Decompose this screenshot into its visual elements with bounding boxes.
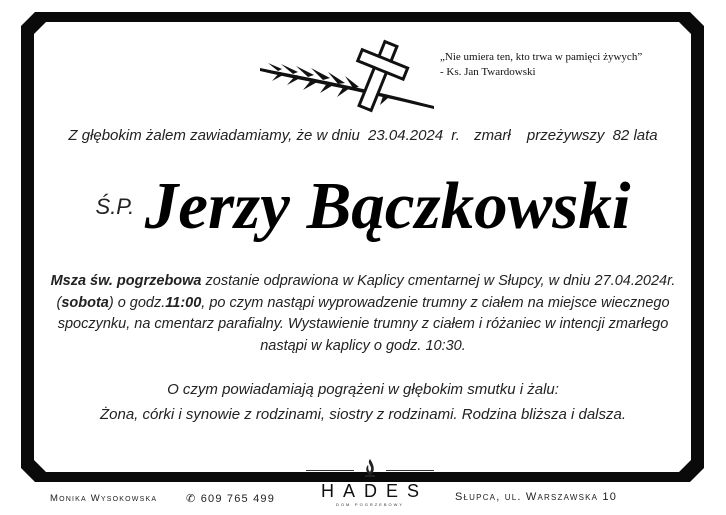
brand-subtitle: dom pogrzebowy	[335, 502, 405, 508]
flame-icon	[361, 458, 379, 478]
mass-text-1: zostanie odprawiona w Kaplicy cmentarnej w Słupcy, w dniu 27.04.2024r. (	[56, 273, 676, 311]
quote-text: „Nie umiera ten, kto trwa w pamięci żywych”	[440, 51, 643, 63]
phone-icon: ✆	[186, 493, 197, 505]
memorial-quote	[440, 50, 700, 80]
phone-number: 609 765 499	[200, 493, 276, 505]
mass-day: sobota	[61, 294, 109, 311]
funeral-mass-info	[40, 271, 686, 357]
quote-author: - Ks. Jan Twardowski	[440, 66, 536, 78]
notice-intro: Z głębokim żalem zawiadamiamy, że w dniu	[68, 127, 360, 144]
lived-word: przeżywszy	[526, 127, 605, 144]
mass-label: Msza św. pogrzebowa	[50, 273, 202, 289]
logo-divider-left	[306, 470, 354, 471]
brand-name: HADES	[320, 481, 428, 501]
sp-prefix: Ś.P.	[95, 194, 135, 219]
funeral-home-address: Słupca, ul. Warszawska 10	[455, 491, 618, 503]
logo-divider-right	[386, 470, 434, 471]
mass-text-3: , po czym nastąpi wyprowadzenie trumny z ciałem na miejsce wiecznego spoczynku, na cmentarz parafialny. Wystawienie trumny z ciałem i różaniec w intencji zmarłego nastąpi w kaplicy o godz. 10:30.	[57, 294, 670, 354]
deceased-name-row	[0, 168, 726, 245]
death-date: 23.04.2024	[368, 127, 444, 144]
year-abbrev: r.	[451, 127, 460, 144]
deceased-name: Jerzy Bączkowski	[144, 169, 631, 243]
cross-with-palm-icon	[258, 38, 438, 118]
contact-phone	[186, 492, 275, 505]
family-members-line: Żona, córki i synowie z rodzinami, siostry z rodzinami. Rodzina bliższa i dalsza.	[99, 406, 627, 423]
cross-icon	[340, 38, 415, 118]
death-notice-line	[0, 127, 726, 144]
contact-name: Monika Wysokowska	[50, 493, 158, 504]
age: 82 lata	[612, 127, 658, 144]
mass-time: 11:00	[165, 294, 202, 311]
family-inform-line: O czym powiadamiają pogrążeni w głębokim smutku i żalu:	[167, 381, 559, 398]
died-word: zmarł	[474, 127, 511, 144]
mass-text-2: ) o godz.	[108, 294, 166, 311]
